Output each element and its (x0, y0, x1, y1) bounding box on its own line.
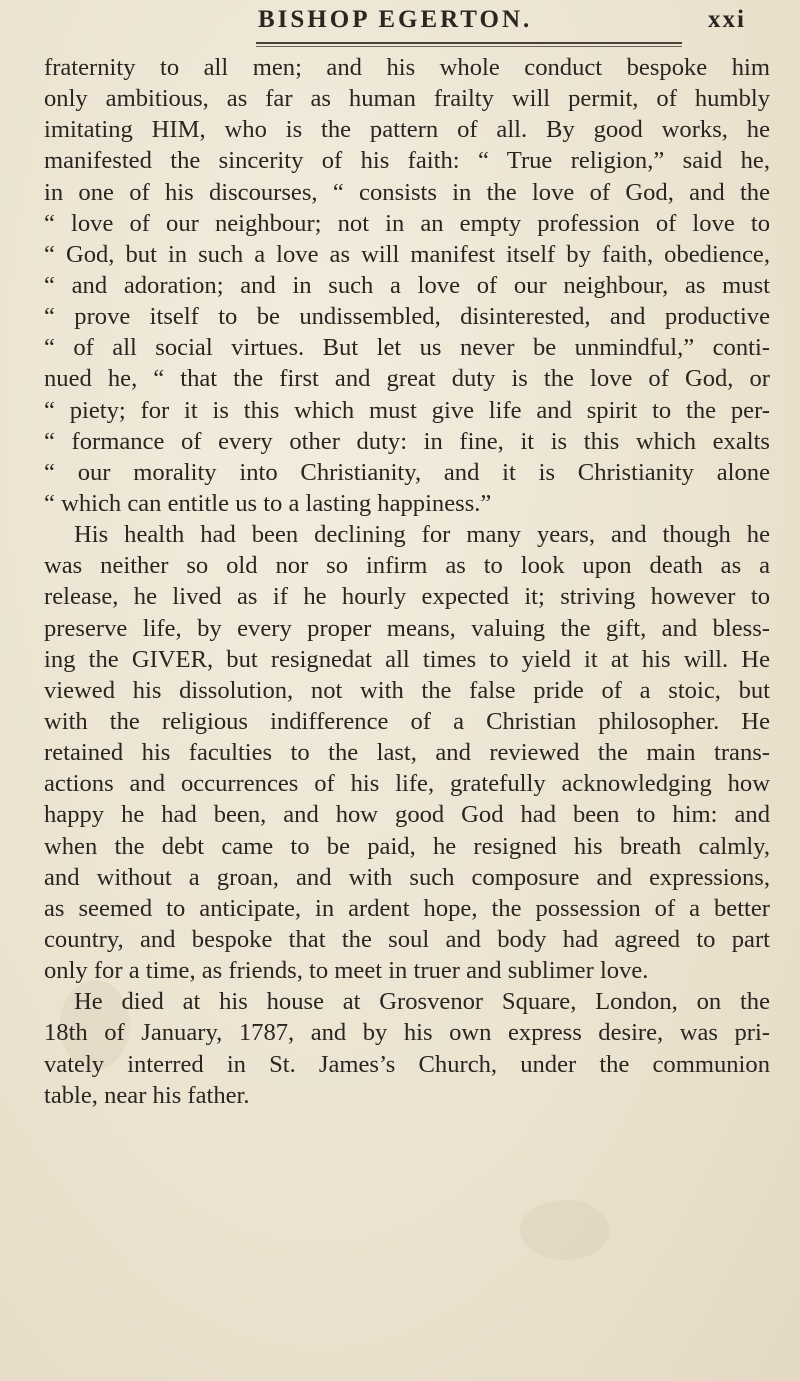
text-line: only ambitious, as far as human frailty will permit, of humbly (44, 85, 770, 113)
text-line: “ of all social virtues. But let us never be unmindful,” conti- (44, 334, 770, 362)
text-line: manifested the sincerity of his faith: “ True religion,” said he, (44, 147, 770, 175)
text-line: preserve life, by every proper means, valuing the gift, and bless- (44, 614, 770, 642)
text-line: nued he, “ that the first and great duty is the love of God, or (44, 365, 770, 393)
text-line: country, and bespoke that the soul and body had agreed to part (44, 925, 770, 953)
text-line: when the debt came to be paid, he resigned his breath calmly, (44, 832, 770, 860)
paragraph-start: His health had been declining for many years, and though he (74, 521, 770, 549)
text-line: imitating HIM, who is the pattern of all. By good works, he (44, 116, 770, 144)
text-line: “ our morality into Christianity, and it is Christianity alone (44, 458, 770, 486)
text-line: retained his faculties to the last, and reviewed the main trans- (44, 739, 770, 767)
text-line: was neither so old nor so infirm as to look upon death as a (44, 552, 770, 580)
text-line: “ which can entitle us to a lasting happiness.” (44, 489, 492, 517)
text-line: “ and adoration; and in such a love of our neighbour, as must (44, 271, 770, 299)
text-line: in one of his discourses, “ consists in the love of God, and the (44, 178, 770, 206)
text-line: only for a time, as friends, to meet in truer and sublimer love. (44, 957, 649, 985)
page-number: xxi (708, 6, 746, 33)
text-line: “ God, but in such a love as will manifest itself by faith, obedience, (44, 240, 770, 268)
text-line: 18th of January, 1787, and by his own express desire, was pri- (44, 1019, 770, 1047)
header-rule (256, 42, 682, 44)
text-line: vately interred in St. James’s Church, under the communion (44, 1050, 770, 1078)
text-line: ing the GIVER, but resignedat all times to yield it at his will. He (44, 645, 770, 673)
running-head-title: BISHOP EGERTON. (258, 6, 533, 33)
text-line: as seemed to anticipate, in ardent hope, the possession of a better (44, 894, 770, 922)
paragraph-start: He died at his house at Grosvenor Square, London, on the (74, 988, 770, 1016)
text-line: release, he lived as if he hourly expected it; striving however to (44, 583, 770, 611)
body-text (44, 52, 770, 1111)
text-line: “ love of our neighbour; not in an empty profession of love to (44, 209, 770, 237)
paper-stain (520, 1200, 610, 1260)
text-line: with the religious indifference of a Christian philosopher. He (44, 707, 770, 735)
text-line: and without a groan, and with such composure and expressions, (44, 863, 770, 891)
text-line: “ piety; for it is this which must give life and spirit to the per- (44, 396, 770, 424)
text-line: table, near his father. (44, 1081, 250, 1109)
running-head (0, 6, 800, 40)
text-line: viewed his dissolution, not with the false pride of a stoic, but (44, 676, 770, 704)
text-line: fraternity to all men; and his whole conduct bespoke him (44, 54, 770, 81)
text-line: happy he had been, and how good God had been to him: and (44, 801, 770, 829)
header-rule-thin (256, 46, 682, 47)
text-line: “ prove itself to be undissembled, disinterested, and productive (44, 303, 770, 331)
text-line: “ formance of every other duty: in fine, it is this which exalts (44, 427, 770, 455)
text-line: actions and occurrences of his life, gratefully acknowledging how (44, 770, 770, 798)
